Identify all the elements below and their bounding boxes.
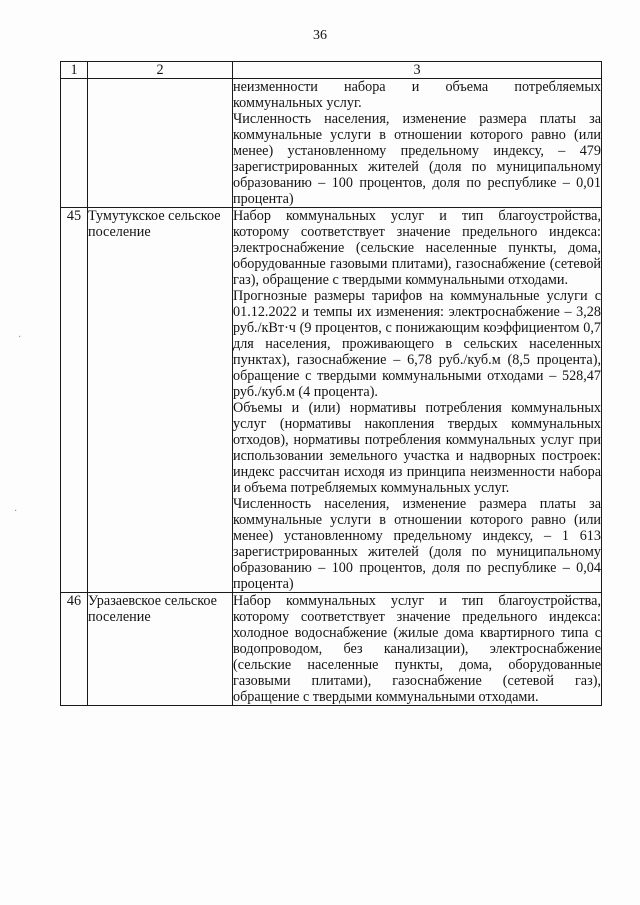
settlement-name: Уразаевское сельское поселение [88,593,233,706]
column-header: 1 [61,62,88,79]
paragraph: Набор коммунальных услуг и тип благоустройства, которому соответствует значение предельного индекса: холодное водоснабжение (жилые дома квартирного типа с водопроводом, без канализации), электроснабжение (сельские населенные пункты, дома, оборудованные газовыми плитами), газоснабжение (сетевой газ), обращение с твердыми коммунальными отходами. [233,593,601,705]
page-number: 36 [313,28,327,43]
scan-mark: · [14,506,18,517]
header-row [61,62,602,79]
settlement-name: Тумутукское сельское поселение [88,208,233,593]
paragraph: Прогнозные размеры тарифов на коммунальные услуги с 01.12.2022 и темпы их изменения: электроснабжение – 3,28 руб./кВт·ч (9 процентов, с понижающим коэффициентом 0,7 для населения, проживающего в сельских населенных пунктах), газоснабжение – 6,78 руб./куб.м (8,5 процента), обращение с твердыми коммунальными отходами – 528,47 руб./куб.м (4 процента). [233,288,601,400]
paragraph: Численность населения, изменение размера платы за коммунальные услуги в отношении которого равно (или менее) установленному предельному индексу, – 479 зарегистрированных жителей (доля по муниципальному образованию – 100 процентов, доля по республике – 0,01 процента) [233,111,601,207]
table-row [61,208,602,593]
scan-mark: · [18,332,22,343]
column-header: 3 [233,62,602,79]
row-number [61,79,88,208]
description-cell [233,593,602,706]
paragraph: Набор коммунальных услуг и тип благоустройства, которому соответствует значение предельного индекса: электроснабжение (сельские населенные пункты, дома, оборудованные газовыми плитами), газоснабжение (сетевой газ), обращение с твердыми коммунальными отходами. [233,208,601,288]
row-number: 46 [61,593,88,706]
description-cell [233,79,602,208]
column-header: 2 [88,62,233,79]
paragraph: Объемы и (или) нормативы потребления коммунальных услуг (нормативы накопления твердых коммунальных отходов), нормативы потребления коммунальных услуг при использовании земельного участка и надворных построек: индекс рассчитан исходя из принципа неизменности набора и объема потребляемых коммунальных услуг. [233,400,601,496]
settlement-name [88,79,233,208]
paragraph: неизменности набора и объема потребляемых коммунальных услуг. [233,79,601,111]
table-row [61,593,602,706]
tariff-table [60,61,602,706]
description-cell [233,208,602,593]
paragraph: Численность населения, изменение размера платы за коммунальные услуги в отношении которого равно (или менее) установленному предельному индексу, – 1 613 зарегистрированных жителей (доля по муниципальному образованию – 100 процентов, доля по республике – 0,04 процента) [233,496,601,592]
table-row [61,79,602,208]
row-number: 45 [61,208,88,593]
